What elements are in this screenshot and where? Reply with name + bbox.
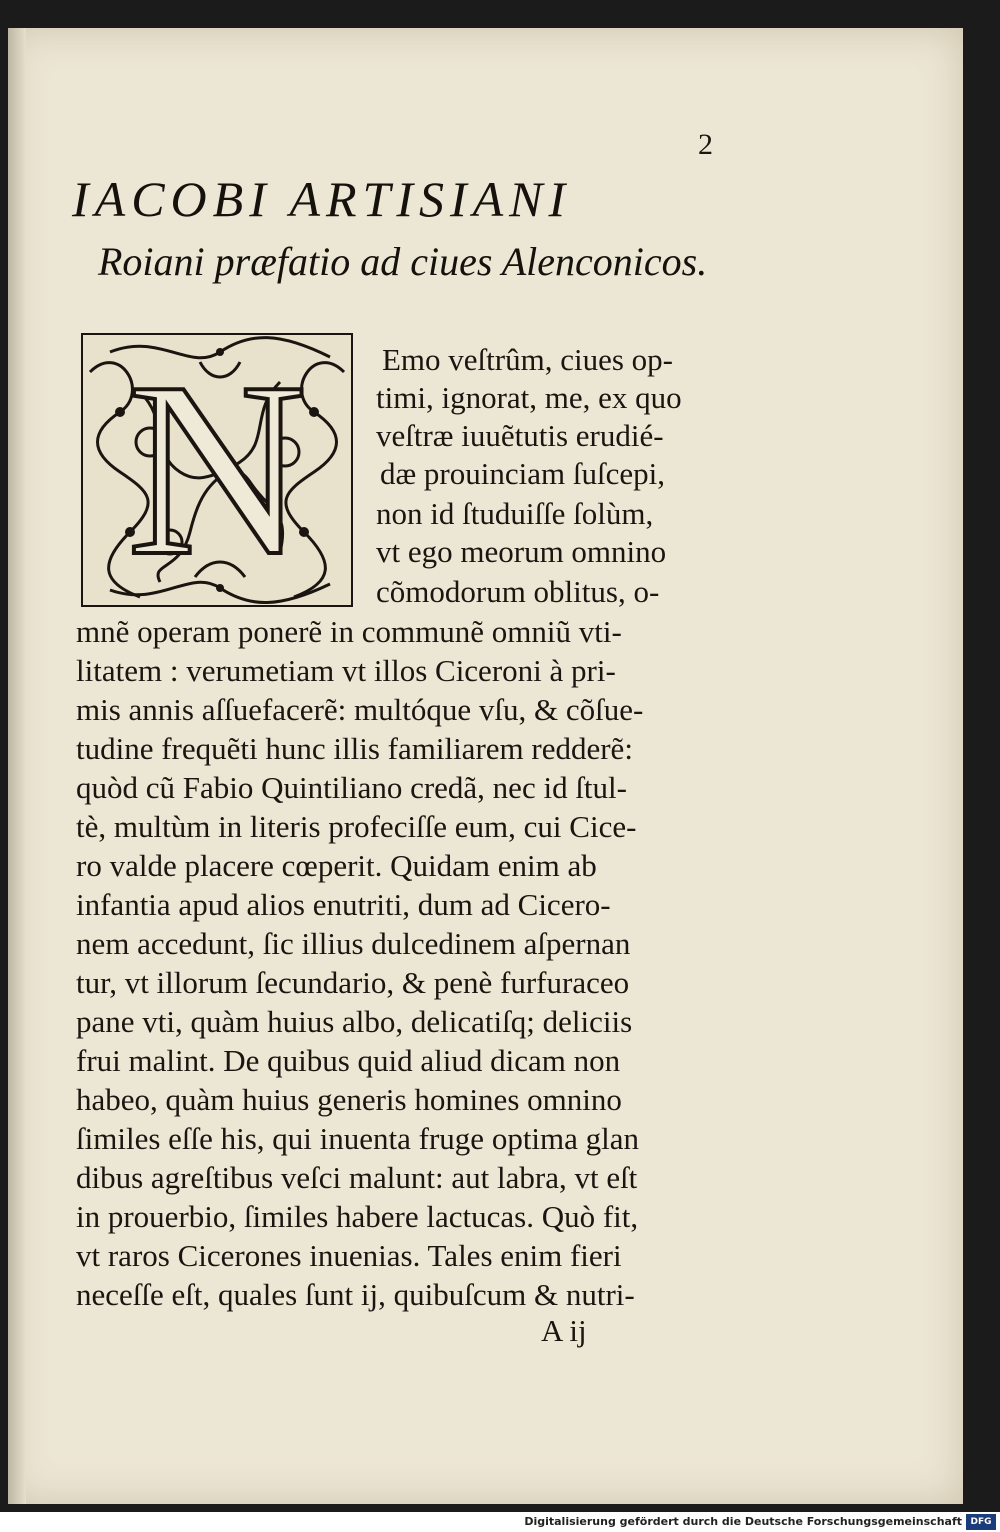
text-line: pane vti, quàm huius albo, delicatiſq; deliciis bbox=[76, 1004, 633, 1039]
text-line: cõmodorum oblitus, o- bbox=[376, 574, 660, 609]
text-line: nem accedunt, ſic illius dulcedinem aſpernan bbox=[76, 926, 631, 961]
page-title: IACOBI ARTISIANI bbox=[72, 171, 572, 227]
text-line: frui malint. De quibus quid aliud dicam non bbox=[76, 1043, 621, 1078]
text-line: infantia apud alios enutriti, dum ad Cicero- bbox=[76, 887, 611, 922]
text-line: habeo, quàm huius generis homines omnino bbox=[76, 1082, 622, 1117]
initial-letter: N bbox=[126, 331, 308, 608]
text-line: mis annis aſſuefacerẽ: multóque vſu, & cõſue- bbox=[76, 692, 644, 727]
text-line: veſtræ iuuẽtutis erudié- bbox=[376, 418, 664, 453]
text-line: dæ prouinciam ſuſcepi, bbox=[380, 456, 665, 491]
text-line: neceſſe eſt, quales ſunt ij, quibuſcum & nutri- bbox=[76, 1277, 635, 1312]
text-line: tudine frequẽti hunc illis familiarem redderẽ: bbox=[76, 731, 633, 766]
text-line: non id ſtuduiſſe ſolùm, bbox=[376, 496, 654, 531]
signature-mark: A ij bbox=[541, 1313, 587, 1348]
text-line: tur, vt illorum ſecundario, & penè furfuraceo bbox=[76, 965, 630, 1000]
footer-bar bbox=[0, 1512, 1000, 1532]
text-line: litatem : verumetiam vt illos Ciceroni à pri- bbox=[76, 653, 616, 688]
text-line: quòd cũ Fabio Quintiliano credã, nec id ſtul- bbox=[76, 770, 627, 805]
text-line: dibus agreſtibus veſci malunt: aut labra, vt eſt bbox=[76, 1160, 638, 1195]
text-line: in prouerbio, ſimiles habere lactucas. Quò fit, bbox=[76, 1199, 639, 1234]
text-line: timi, ignorat, me, ex quo bbox=[376, 380, 682, 415]
text-line: vt ego meorum omnino bbox=[376, 534, 667, 569]
text-line: mnẽ operam ponerẽ in communẽ omniũ vti- bbox=[76, 614, 622, 649]
text-line: Emo veſtrûm, ciues op- bbox=[382, 342, 673, 377]
page-gutter-shadow bbox=[8, 28, 26, 1504]
decorative-initial-icon bbox=[80, 332, 354, 608]
text-line: ro valde placere cœperit. Quidam enim ab bbox=[76, 848, 597, 883]
text-line: vt raros Cicerones inuenias. Tales enim fieri bbox=[76, 1238, 622, 1273]
folio-number: 2 bbox=[698, 128, 713, 161]
dfg-logo-icon: DFG bbox=[966, 1514, 996, 1530]
text-line: ſimiles eſſe his, qui inuenta fruge optima glan bbox=[76, 1121, 640, 1156]
page-subtitle: Roiani præfatio ad ciues Alenconicos. bbox=[98, 239, 708, 284]
funding-credit: Digitalisierung gefördert durch die Deutsche Forschungsgemeinschaft bbox=[524, 1515, 962, 1528]
text-line: tè, multùm in literis profeciſſe eum, cui Cice- bbox=[76, 809, 637, 844]
